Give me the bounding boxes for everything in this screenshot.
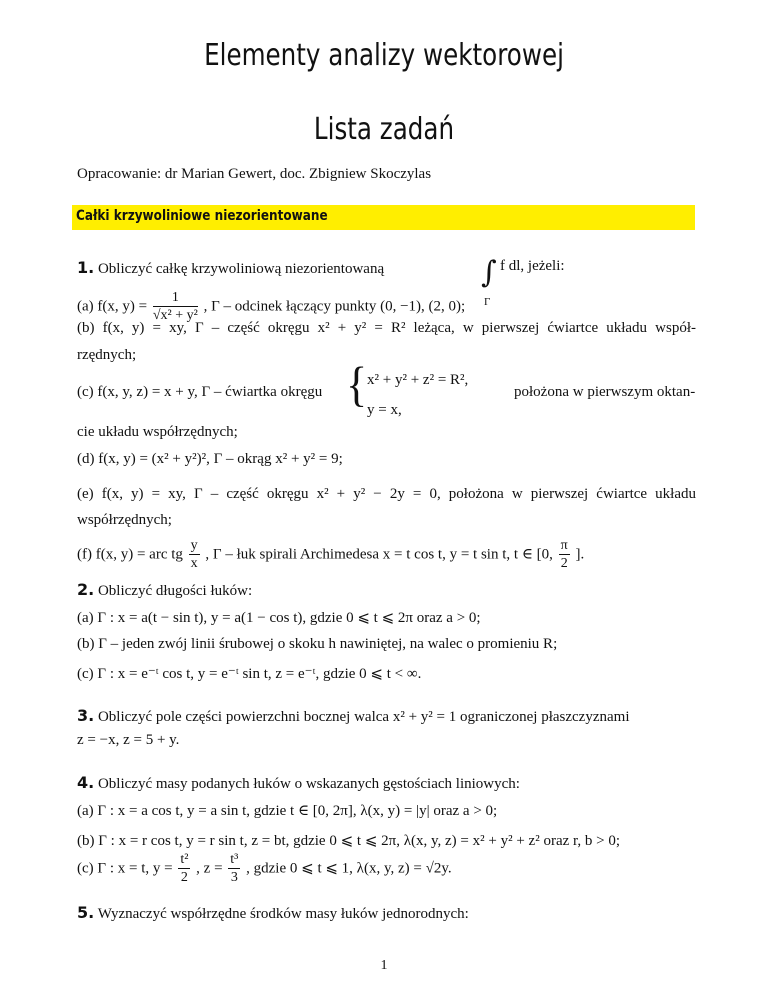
problem-1f-prefix: (f) f(x, y) = arc tg: [77, 546, 183, 563]
section-heading: [72, 205, 695, 230]
problem-1e: [77, 486, 696, 503]
problem-1f-interval-open: [0,: [536, 546, 553, 563]
problem-4c-y-denominator: 2: [180, 870, 188, 885]
problem-1b-text: (b) f(x, y) = xy, Γ – część okręgu x² + y² = R² leżąca, w pierwszej ćwiartce układu współ-: [77, 320, 696, 336]
problem-4c-z-fraction: [228, 852, 240, 886]
problem-1-integral-tail: f dl, jeżeli:: [500, 258, 565, 274]
problem-4c-prefix: (c) Γ : x = t, y =: [77, 860, 173, 877]
problem-4c-y-fraction: [178, 852, 190, 886]
problem-4c-y-numerator: t²: [180, 852, 189, 867]
document-title: Elementy analizy wektorowej: [204, 38, 564, 73]
problem-1a-tail: , Γ – odcinek łączący punkty (0, −1), (2, 0);: [203, 298, 466, 315]
problem-1f-interval-close: ].: [575, 546, 585, 563]
problem-2-intro: [77, 580, 252, 600]
problem-1c-eq2: y = x,: [367, 402, 402, 418]
problem-4a: (a) Γ : x = a cos t, y = a sin t, gdzie t ∈ [0, 2π], λ(x, y) = |y| oraz a > 0;: [77, 803, 498, 819]
problem-1f-numerator: y: [190, 538, 198, 553]
integral-sign: ∫: [481, 255, 497, 290]
problem-4b: (b) Γ : x = r cos t, y = r sin t, z = bt, gdzie 0 ⩽ t ⩽ 2π, λ(x, y, z) = x² + y² + z² oraz r, b > 0;: [77, 833, 621, 849]
problem-1e-text: (e) f(x, y) = xy, Γ – część okręgu x² + y² − 2y = 0, położona w pierwszej ćwiartce układu: [77, 486, 696, 502]
problem-4c-z-numerator: t³: [230, 852, 239, 867]
problem-4c: [77, 852, 452, 886]
problem-1a-prefix: (a) f(x, y) =: [77, 298, 148, 315]
problem-1f-fraction: [189, 538, 200, 572]
problem-5-number: 5.: [77, 903, 95, 922]
problem-1a-denominator: √x² + y²: [152, 308, 198, 323]
problem-3-number: 3.: [77, 706, 95, 725]
problem-4c-tail: , gdzie 0 ⩽ t ⩽ 1, λ(x, y, z) = √2y.: [246, 860, 452, 877]
authors-line: Opracowanie: dr Marian Gewert, doc. Zbigniew Skoczylas: [77, 166, 432, 182]
problem-3: [77, 706, 629, 726]
problem-1c-tail: położona w pierwszym oktan-: [514, 384, 696, 400]
problem-1b-cont: rzędnych;: [77, 347, 137, 363]
problem-1-number: 1.: [77, 258, 95, 277]
problem-2c: (c) Γ : x = e⁻ᵗ cos t, y = e⁻ᵗ sin t, z = e⁻ᵗ, gdzie 0 ⩽ t < ∞.: [77, 666, 422, 682]
problem-4-intro-text: Obliczyć masy podanych łuków o wskazanych gęstościach liniowych:: [97, 776, 520, 792]
problem-1d: (d) f(x, y) = (x² + y²)², Γ – okrąg x² + y² = 9;: [77, 451, 343, 467]
problem-5-intro-text: Wyznaczyć współrzędne środków masy łuków jednorodnych:: [97, 906, 469, 922]
integral-gamma-subscript: Γ: [484, 296, 491, 308]
problem-2b: (b) Γ – jeden zwój linii śrubowej o skoku h nawiniętej, na walec o promieniu R;: [77, 636, 558, 652]
problem-1f-interval-fraction: [559, 538, 570, 572]
problem-1f: [77, 538, 584, 572]
problem-1f-denominator: x: [190, 556, 198, 571]
problem-2-intro-text: Obliczyć długości łuków:: [97, 583, 253, 599]
problem-1b: [77, 320, 696, 337]
problem-1c-prefix: (c) f(x, y, z) = x + y, Γ – ćwiartka okręgu: [77, 384, 323, 400]
problem-1f-mid: , Γ – łuk spirali Archimedesa x = t cos t, y = t sin t, t ∈: [205, 546, 533, 563]
problem-4-number: 4.: [77, 773, 95, 792]
section-heading-label: Całki krzywoliniowe niezorientowane: [76, 208, 328, 224]
problem-1a: [77, 290, 465, 324]
problem-2-number: 2.: [77, 580, 95, 599]
problem-1f-pi: π: [560, 538, 568, 553]
system-brace: {: [346, 357, 368, 412]
problem-1-intro: [77, 258, 384, 278]
problem-1-intro-text: Obliczyć całkę krzywoliniową niezorientowaną: [97, 261, 385, 277]
problem-4c-mid: , z =: [196, 860, 223, 877]
problem-3-cont: z = −x, z = 5 + y.: [77, 732, 180, 748]
problem-3-text: Obliczyć pole części powierzchni bocznej walca x² + y² = 1 ograniczonej płaszczyznami: [97, 709, 630, 725]
problem-4c-z-denominator: 3: [230, 870, 238, 885]
problem-1c-eq1: x² + y² + z² = R²,: [367, 372, 469, 388]
page-number: 1: [380, 958, 388, 973]
document-subtitle: Lista zadań: [313, 112, 455, 147]
problem-1f-two: 2: [560, 556, 568, 571]
problem-5-intro: [77, 903, 469, 923]
problem-1c-cont: cie układu współrzędnych;: [77, 424, 238, 440]
problem-1a-fraction: [153, 290, 198, 324]
problem-1a-numerator: 1: [153, 290, 198, 307]
problem-4-intro: [77, 773, 520, 793]
problem-1e-cont: współrzędnych;: [77, 512, 172, 528]
problem-2a: (a) Γ : x = a(t − sin t), y = a(1 − cos t), gdzie 0 ⩽ t ⩽ 2π oraz a > 0;: [77, 610, 481, 626]
